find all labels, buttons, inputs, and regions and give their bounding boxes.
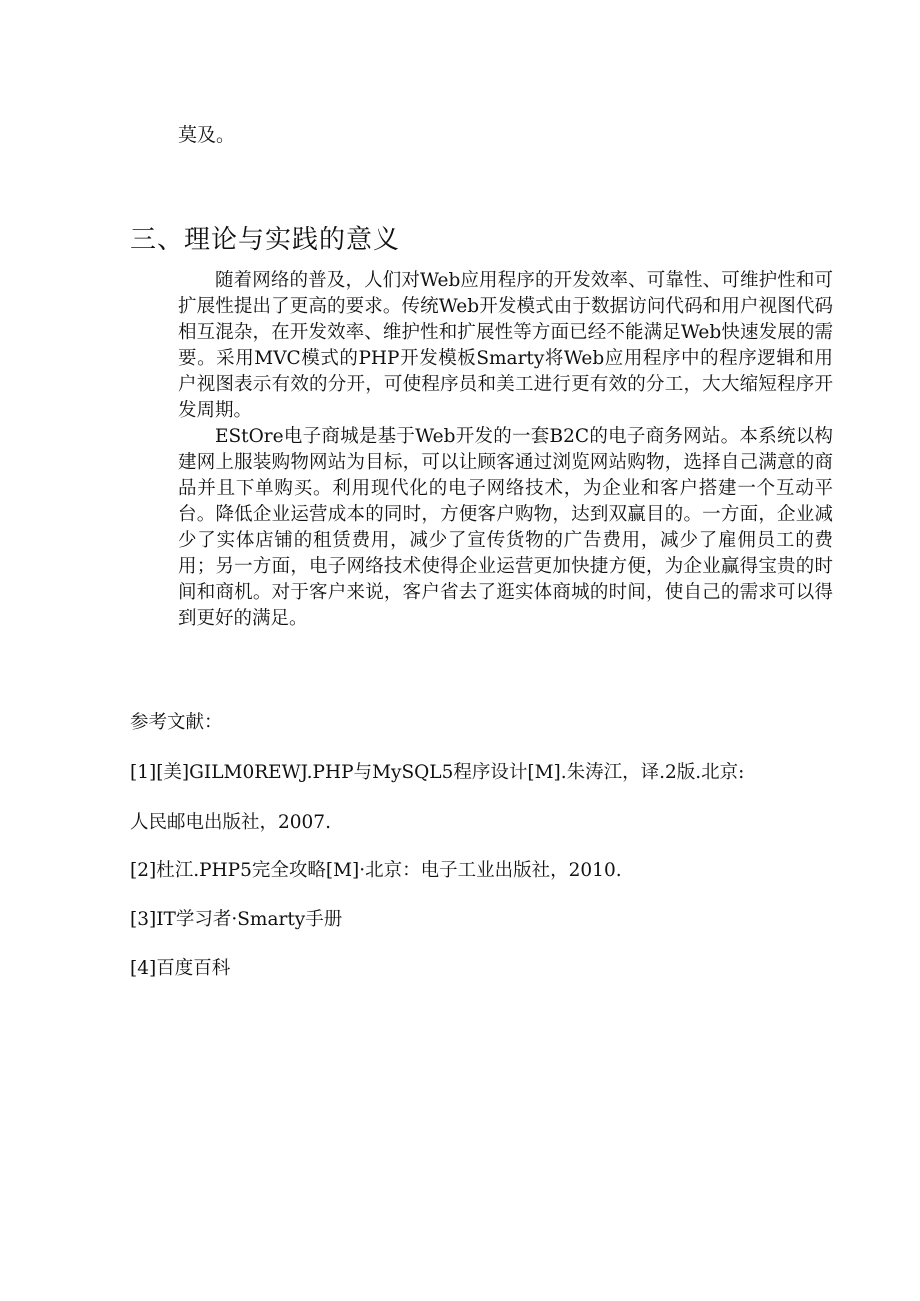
body-paragraph-2: EStOre电子商城是基于Web开发的一套B2C的电子商务网站。本系统以构建网上服装购物网站为目标，可以让顾客通过浏览网站购物，选择自己满意的商品并且下单购买。利用现代化的电子网络技术，为企业和客户搭建一个互动平台。降低企业运营成本的同时，方便客户购物，达到双赢目的。一方面，企业减少了实体店铺的租赁费用，减少了宣传货物的广告费用，减少了雇佣员工的费用；另一方面，电子网络技术使得企业运营更加快捷方便，为企业赢得宝贵的时间和商机。对于客户来说，客户省去了逛实体商城的时间，使自己的需求可以得到更好的满足。 [178, 426, 833, 629]
body-paragraph-1: 随着网络的普及，人们对Web应用程序的开发效率、可靠性、可维护性和可扩展性提出了更高的要求。传统Web开发模式由于数据访问代码和用户视图代码相互混杂，在开发效率、维护性和扩展性等方面已经不能满足Web快速发展的需要。采用MVC模式的PHP开发模板Smarty将Web应用程序中的程序逻辑和用户视图表示有效的分开，可使程序员和美工进行更有效的分工，大大缩短程序开发周期。 [178, 270, 833, 421]
reference-line: [2]杜江.PHP5完全攻略[M]·北京：电子工业出版社，2010. [130, 860, 622, 881]
reference-line: [4]百度百科 [130, 958, 231, 979]
section-heading: 三、理论与实践的意义 [130, 225, 401, 255]
reference-line: [3]IT学习者·Smarty手册 [130, 909, 343, 930]
carry-over-text: 莫及。 [178, 124, 236, 146]
section-body [178, 268, 833, 632]
reference-line: 人民邮电出版社，2007. [130, 812, 331, 833]
reference-line: [1][美]GILM0REWJ.PHP与MySQL5程序设计[M].朱涛江，译.2版.北京: [130, 762, 745, 783]
references-title: 参考文献： [130, 712, 223, 733]
